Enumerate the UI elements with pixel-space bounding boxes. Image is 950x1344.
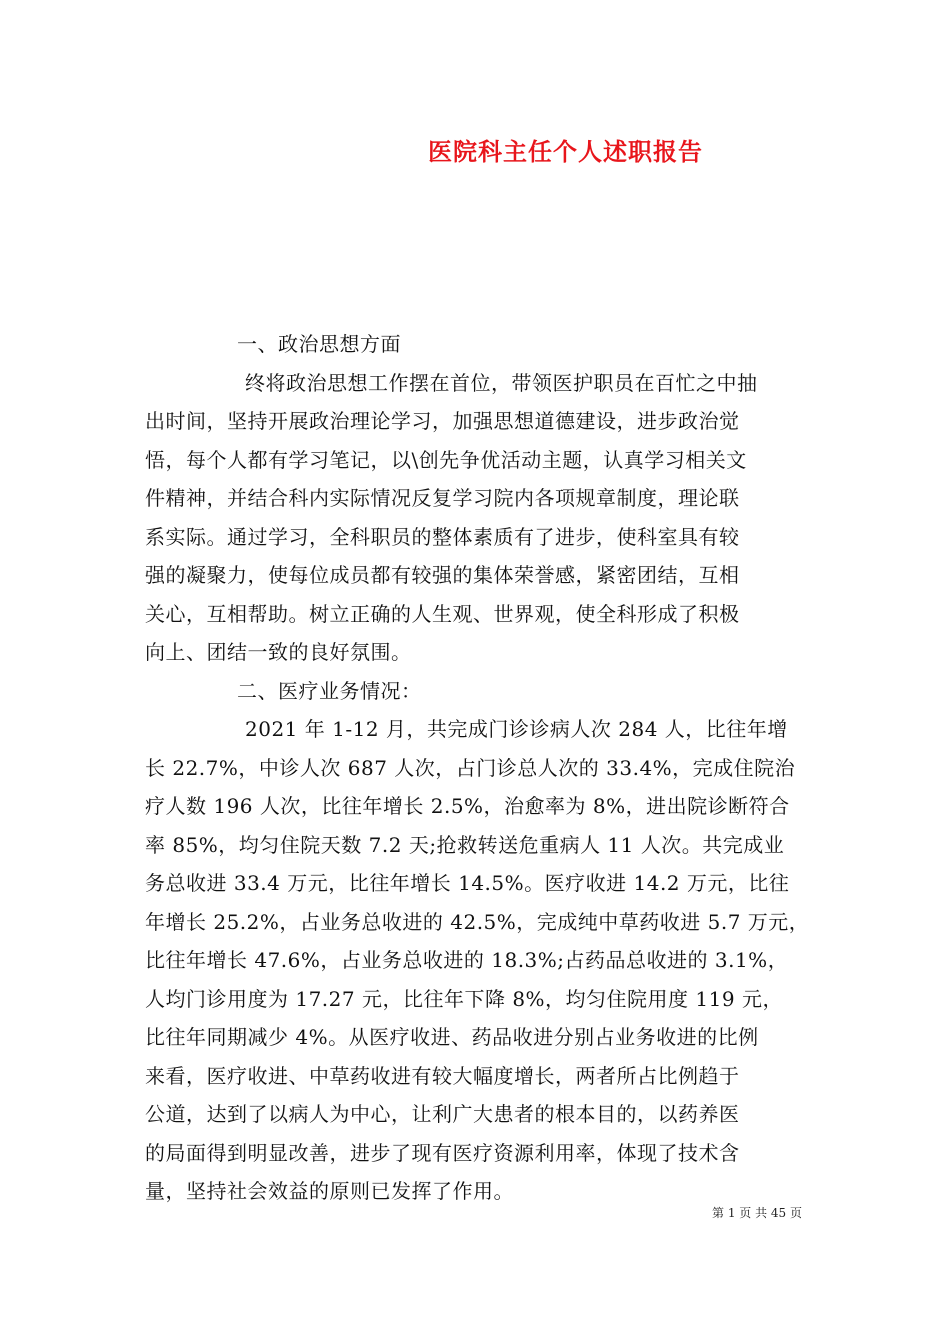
section-heading-medical: 二、医疗业务情况：	[237, 678, 422, 703]
paragraph-line: 人均门诊用度为 17.27 元，比往年下降 8%，均匀住院用度 119 元，	[145, 986, 783, 1011]
document-title: 医院科主任个人述职报告	[428, 137, 703, 166]
paragraph-line: 的局面得到明显改善，进步了现有医疗资源利用率，体现了技术含	[145, 1140, 740, 1165]
paragraph-line: 公道，达到了以病人为中心，让利广大患者的根本目的，以药养医	[145, 1102, 740, 1126]
paragraph-line: 比往年同期减少 4%。从医疗收进、药品收进分别占业务收进的比例	[145, 1025, 759, 1049]
paragraph-line: 2021 年 1-12 月，共完成门诊诊病人次 284 人，比往年增	[245, 717, 788, 741]
page-number: 第 1 页 共 45 页	[712, 1206, 802, 1220]
paragraph-line: 量，坚持社会效益的原则已发挥了作用。	[145, 1179, 514, 1203]
paragraph-line: 强的凝聚力，使每位成员都有较强的集体荣誉感，紧密团结，互相	[145, 563, 740, 587]
paragraph-line: 件精神，并结合科内实际情况反复学习院内各项规章制度，理论联	[145, 486, 740, 510]
paragraph-line: 比往年增长 47.6%，占业务总收进的 18.3%;占药品总收进的 3.1%，	[145, 948, 789, 972]
section-heading-political: 一、政治思想方面	[237, 332, 401, 356]
paragraph-line: 务总收进 33.4 万元，比往年增长 14.5%。医疗收进 14.2 万元，比往	[145, 871, 790, 895]
paragraph-line: 系实际。通过学习，全科职员的整体素质有了进步，使科室具有较	[145, 524, 740, 549]
paragraph-line: 疗人数 196 人次，比往年增长 2.5%，治愈率为 8%，进出院诊断符合	[145, 794, 790, 818]
paragraph-line: 终将政治思想工作摆在首位，带领医护职员在百忙之中抽	[245, 370, 758, 395]
paragraph-line: 出时间，坚持开展政治理论学习，加强思想道德建设，进步政治觉	[145, 409, 740, 433]
paragraph-line: 关心，互相帮助。树立正确的人生观、世界观，使全科形成了积极	[145, 601, 740, 626]
paragraph-line: 年增长 25.2%，占业务总收进的 42.5%，完成纯中草药收进 5.7 万元，	[145, 909, 810, 934]
paragraph-line: 向上、团结一致的良好氛围。	[145, 640, 412, 664]
paragraph-line: 长 22.7%，中诊人次 687 人次，占门诊总人次的 33.4%，完成住院治	[145, 755, 796, 780]
paragraph-line: 率 85%，均匀住院天数 7.2 天;抢救转送危重病人 11 人次。共完成业	[145, 832, 785, 857]
paragraph-line: 来看，医疗收进、中草药收进有较大幅度增长，两者所占比例趋于	[145, 1063, 740, 1088]
paragraph-line: 悟，每个人都有学习笔记，以\创先争优活动主题，认真学习相关文	[145, 447, 747, 472]
document-body	[145, 325, 815, 1211]
